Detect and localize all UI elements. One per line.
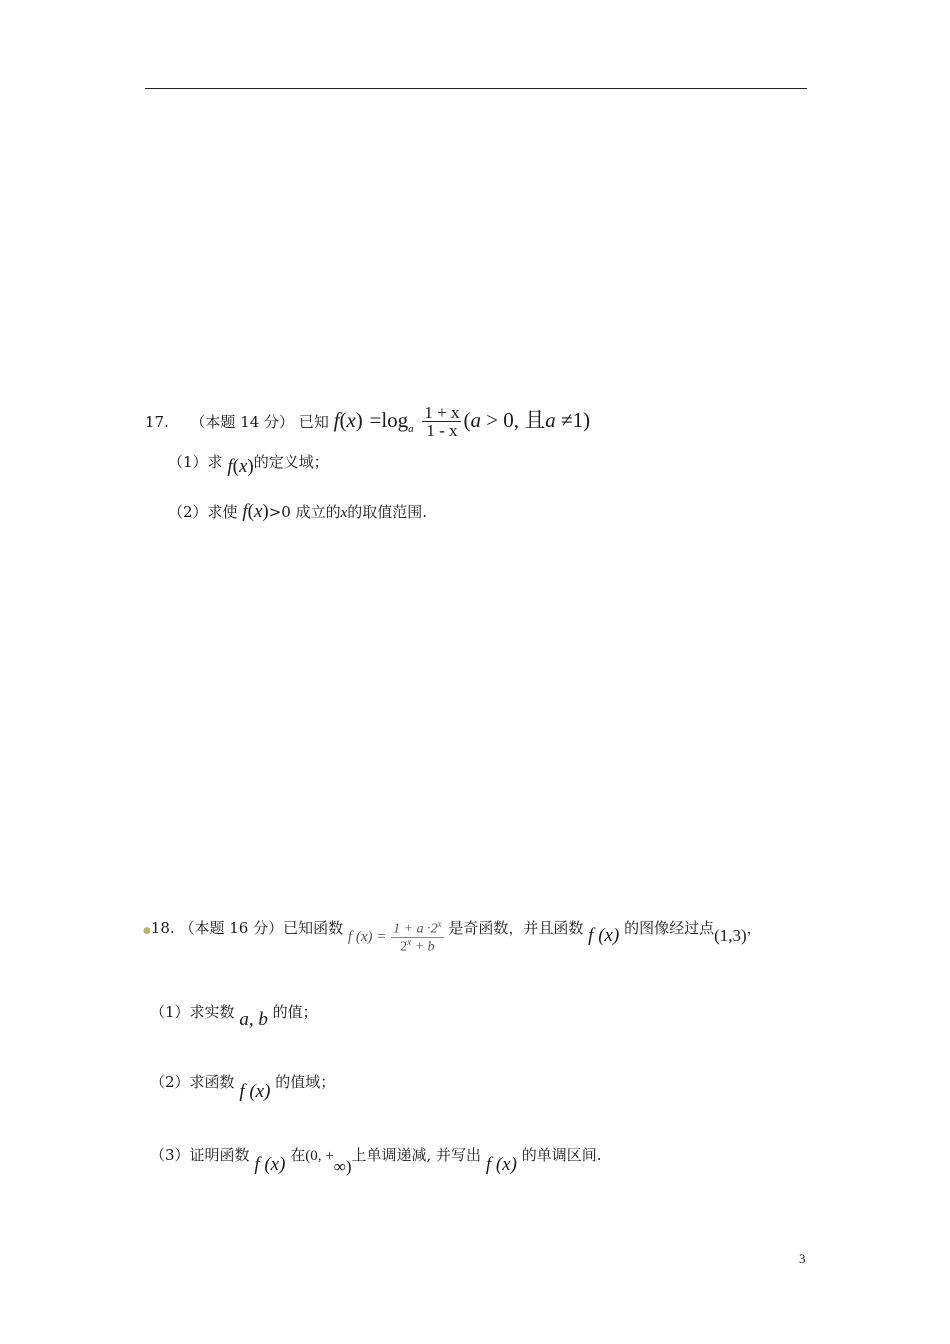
q17-part2-label: （2）求使 bbox=[168, 503, 238, 521]
q17-part1-suffix: 的定义域； bbox=[253, 453, 329, 471]
q18-number: 18. bbox=[150, 919, 175, 938]
q18-part3-label: （3）证明函数 bbox=[150, 1146, 250, 1164]
q17-part2 bbox=[168, 502, 427, 521]
q18-statement bbox=[143, 912, 762, 955]
q18-part2-label: （2）求函数 bbox=[150, 1073, 235, 1091]
q17-part2-mid: >0 成立的 bbox=[268, 503, 341, 521]
q18-part3 bbox=[150, 1145, 602, 1176]
q17-fraction: $\frac{1 + x}{1 - x}$ bbox=[424, 403, 460, 440]
q17-part2-suffix: 的取值范围. bbox=[347, 503, 428, 521]
q18-part1 bbox=[150, 1002, 318, 1030]
q18-part1-label: （1）求实数 bbox=[150, 1003, 235, 1021]
q18-part3-in: 在 bbox=[290, 1146, 306, 1164]
q18-point: (1,3) bbox=[714, 926, 747, 946]
q18-part2-fx: f (x) bbox=[239, 1081, 271, 1102]
q18-part3-suffix: 的单调区间. bbox=[521, 1146, 602, 1164]
q18-part2 bbox=[150, 1072, 336, 1102]
q18-fx: f (x) bbox=[588, 925, 620, 947]
q18-part3-fx: f (x) bbox=[254, 1154, 286, 1175]
q17-part1-fx: f(x) bbox=[227, 456, 254, 477]
header-rule bbox=[145, 88, 807, 89]
page-number: 3 bbox=[799, 1251, 806, 1266]
q17-formula: $f(x) =\log_a$ $\frac{1 + x}{1 - x}$ (a > 0, 且a ≠1) bbox=[333, 403, 591, 440]
q17-score: （本题 14 分） bbox=[190, 413, 295, 431]
q18-fraction: $\frac{1 + a \cdot 2^x}{2^x + b}$ bbox=[393, 919, 442, 955]
q18-part3-fx2: f (x) bbox=[485, 1154, 517, 1175]
q18-tail-text: 的图像经过点 bbox=[624, 919, 715, 938]
q18-part3-interval: (0, +∞) bbox=[305, 1148, 352, 1176]
q17-statement bbox=[145, 404, 590, 439]
q17-part2-var: x bbox=[340, 505, 348, 521]
mark-dot: ● bbox=[143, 926, 151, 937]
q18-part3-mid: 上单调递减, 并写出 bbox=[351, 1146, 482, 1164]
q17-part1 bbox=[168, 452, 329, 477]
q18-score: （本题 16 分） bbox=[179, 919, 284, 938]
q17-number: 17. bbox=[145, 413, 169, 431]
q17-part1-label: （1）求 bbox=[168, 453, 223, 471]
q18-part1-suffix: 的值； bbox=[272, 1003, 318, 1021]
q18-given: 已知函数 bbox=[283, 919, 344, 938]
q18-mid-text: 是奇函数，并且函数 bbox=[448, 919, 584, 938]
q18-part2-suffix: 的值域； bbox=[275, 1073, 336, 1091]
q18-part1-vars: a, b bbox=[239, 1009, 268, 1030]
q18-comma: ， bbox=[746, 919, 762, 938]
q17-part2-fx: f(x) bbox=[242, 501, 269, 522]
q17-given: 已知 bbox=[298, 413, 329, 431]
q18-definition: f (x) = $\frac{1 + a \cdot 2^x}{2^x + b}$ bbox=[347, 919, 442, 955]
